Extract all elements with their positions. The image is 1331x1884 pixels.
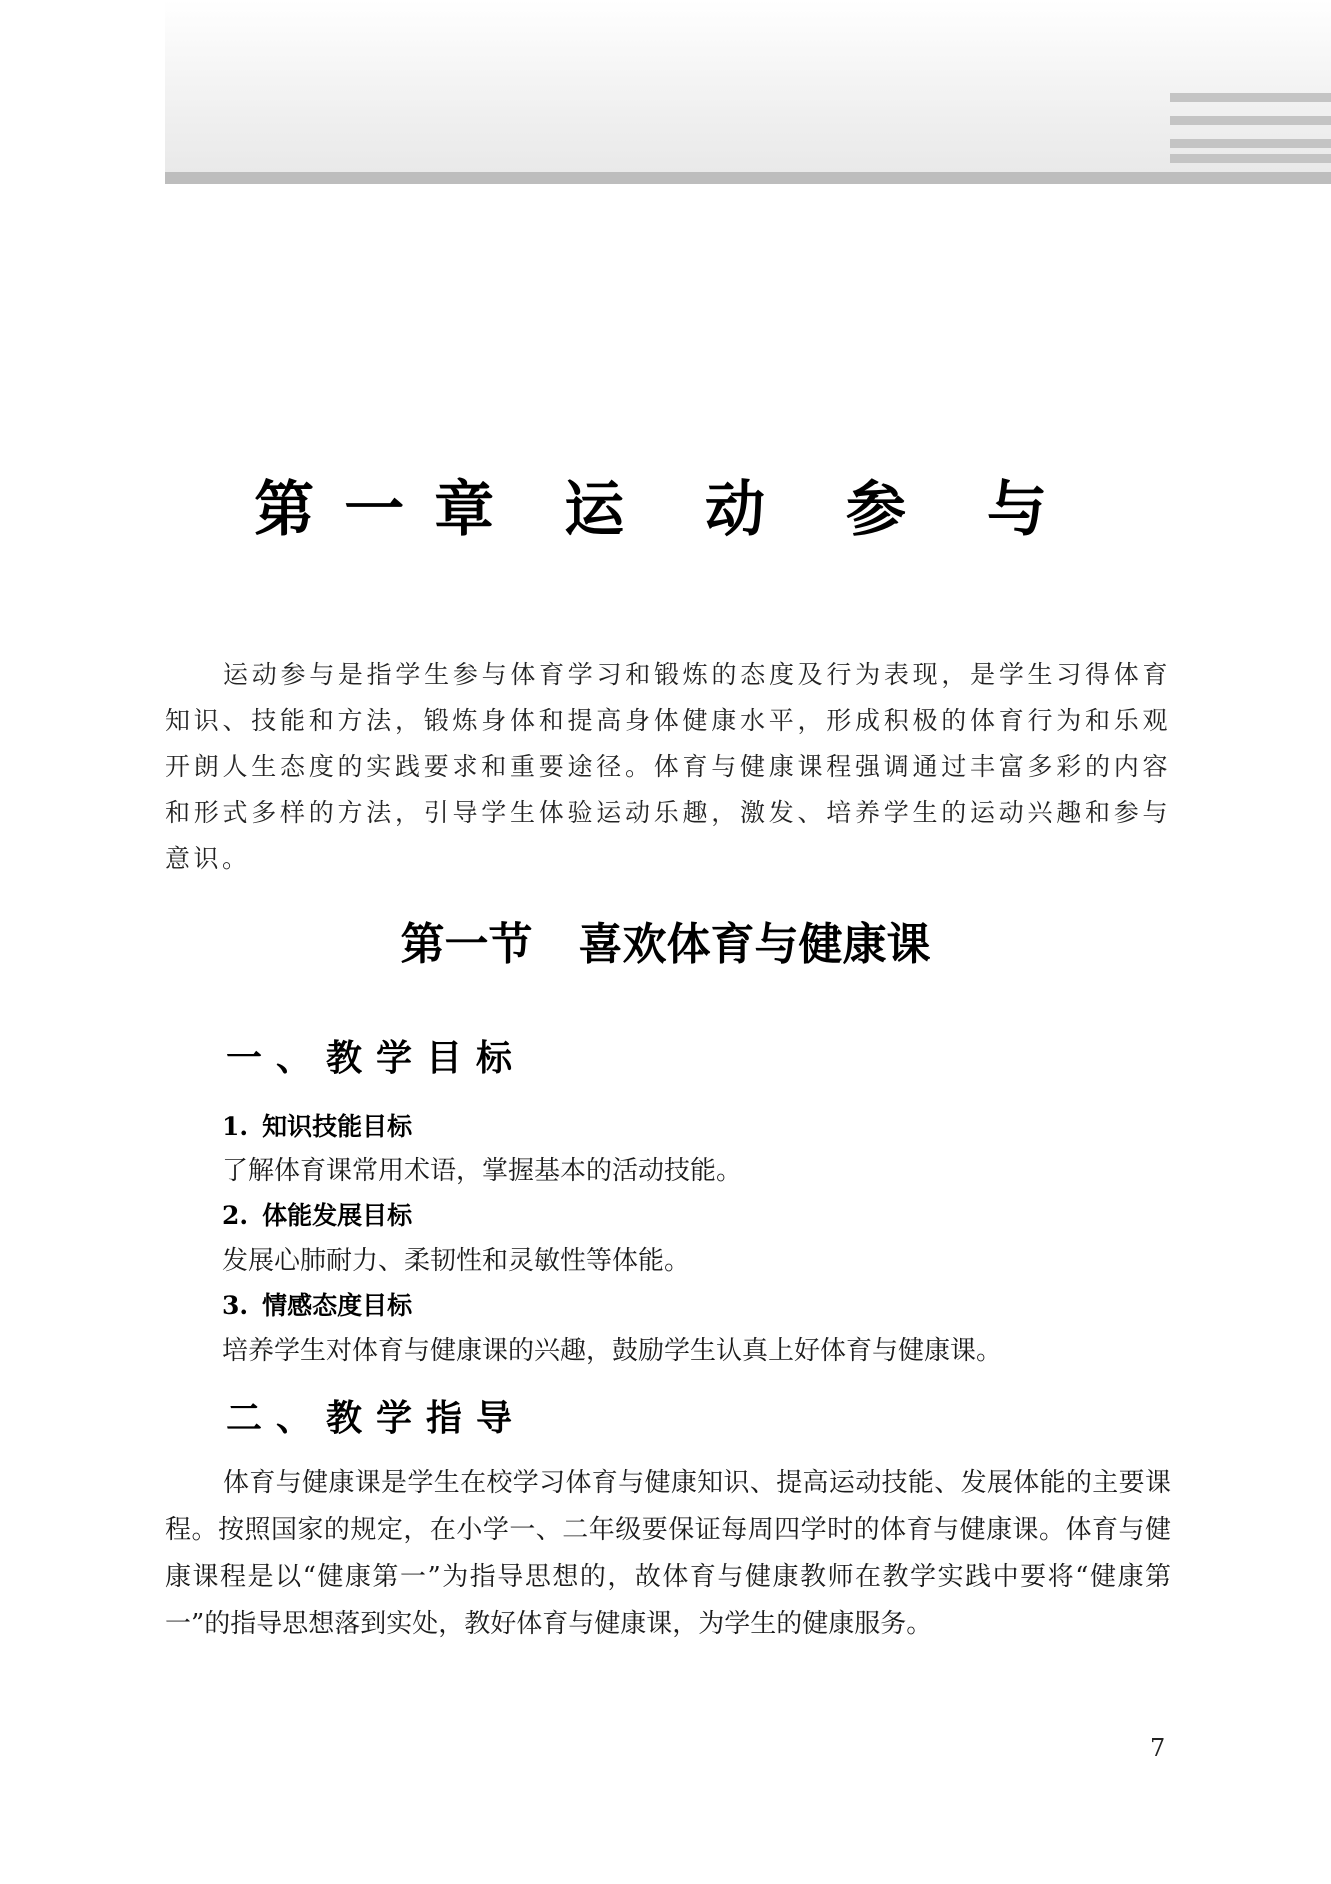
chapter-title bbox=[0, 462, 1331, 548]
header-rule bbox=[165, 172, 1331, 184]
intro-paragraph: 运动参与是指学生参与体育学习和锻炼的态度及行为表现，是学生习得体育知识、技能和方法，锻炼身体和提高身体健康水平，形成积极的体育行为和乐观开朗人生态度的实践要求和重要途径。体育与健康课程强调通过丰富多彩的内容和形式多样的方法，引导学生体验运动乐趣，激发、培养学生的运动兴趣和参与意识。 bbox=[165, 660, 1171, 873]
goal-title: 情感态度目标 bbox=[262, 1291, 413, 1320]
goal-label bbox=[222, 1107, 412, 1143]
goal-number: 3. bbox=[222, 1291, 249, 1320]
goal-number: 2. bbox=[222, 1201, 249, 1230]
goal-label bbox=[222, 1196, 412, 1232]
heading-teaching-goals: 一、教学目标 bbox=[226, 1038, 527, 1079]
header-stripe bbox=[1170, 139, 1331, 148]
section-name: 喜欢体育与健康课 bbox=[578, 919, 931, 970]
goal-text: 培养学生对体育与健康课的兴趣，鼓励学生认真上好体育与健康课。 bbox=[222, 1336, 1003, 1366]
header-stripe bbox=[1170, 154, 1331, 163]
heading-teaching-guidance: 二、教学指导 bbox=[226, 1398, 527, 1439]
page-number: 7 bbox=[1150, 1734, 1166, 1762]
section-title bbox=[0, 908, 1331, 972]
goal-title: 体能发展目标 bbox=[262, 1201, 413, 1230]
section-number: 第一节 bbox=[400, 919, 533, 970]
goal-title: 知识技能目标 bbox=[262, 1112, 413, 1141]
goal-text: 了解体育课常用术语，掌握基本的活动技能。 bbox=[222, 1156, 743, 1186]
goal-number: 1. bbox=[222, 1112, 249, 1141]
chapter-name: 运 动 参 与 bbox=[564, 475, 1077, 545]
goal-text: 发展心肺耐力、柔韧性和灵敏性等体能。 bbox=[222, 1246, 691, 1276]
guidance-paragraph: 体育与健康课是学生在校学习体育与健康知识、提高运动技能、发展体能的主要课程。按照国家的规定，在小学一、二年级要保证每周四学时的体育与健康课。体育与健康课程是以“健康第一”为指导思想的，故体育与健康教师在教学实践中要将“健康第一”的指导思想落到实处，教好体育与健康课，为学生的健康服务。 bbox=[165, 1468, 1171, 1639]
header-band bbox=[165, 0, 1331, 172]
header-stripe bbox=[1170, 93, 1331, 102]
goal-label bbox=[222, 1286, 412, 1322]
header-stripe bbox=[1170, 116, 1331, 125]
chapter-number: 第一章 bbox=[254, 475, 525, 545]
